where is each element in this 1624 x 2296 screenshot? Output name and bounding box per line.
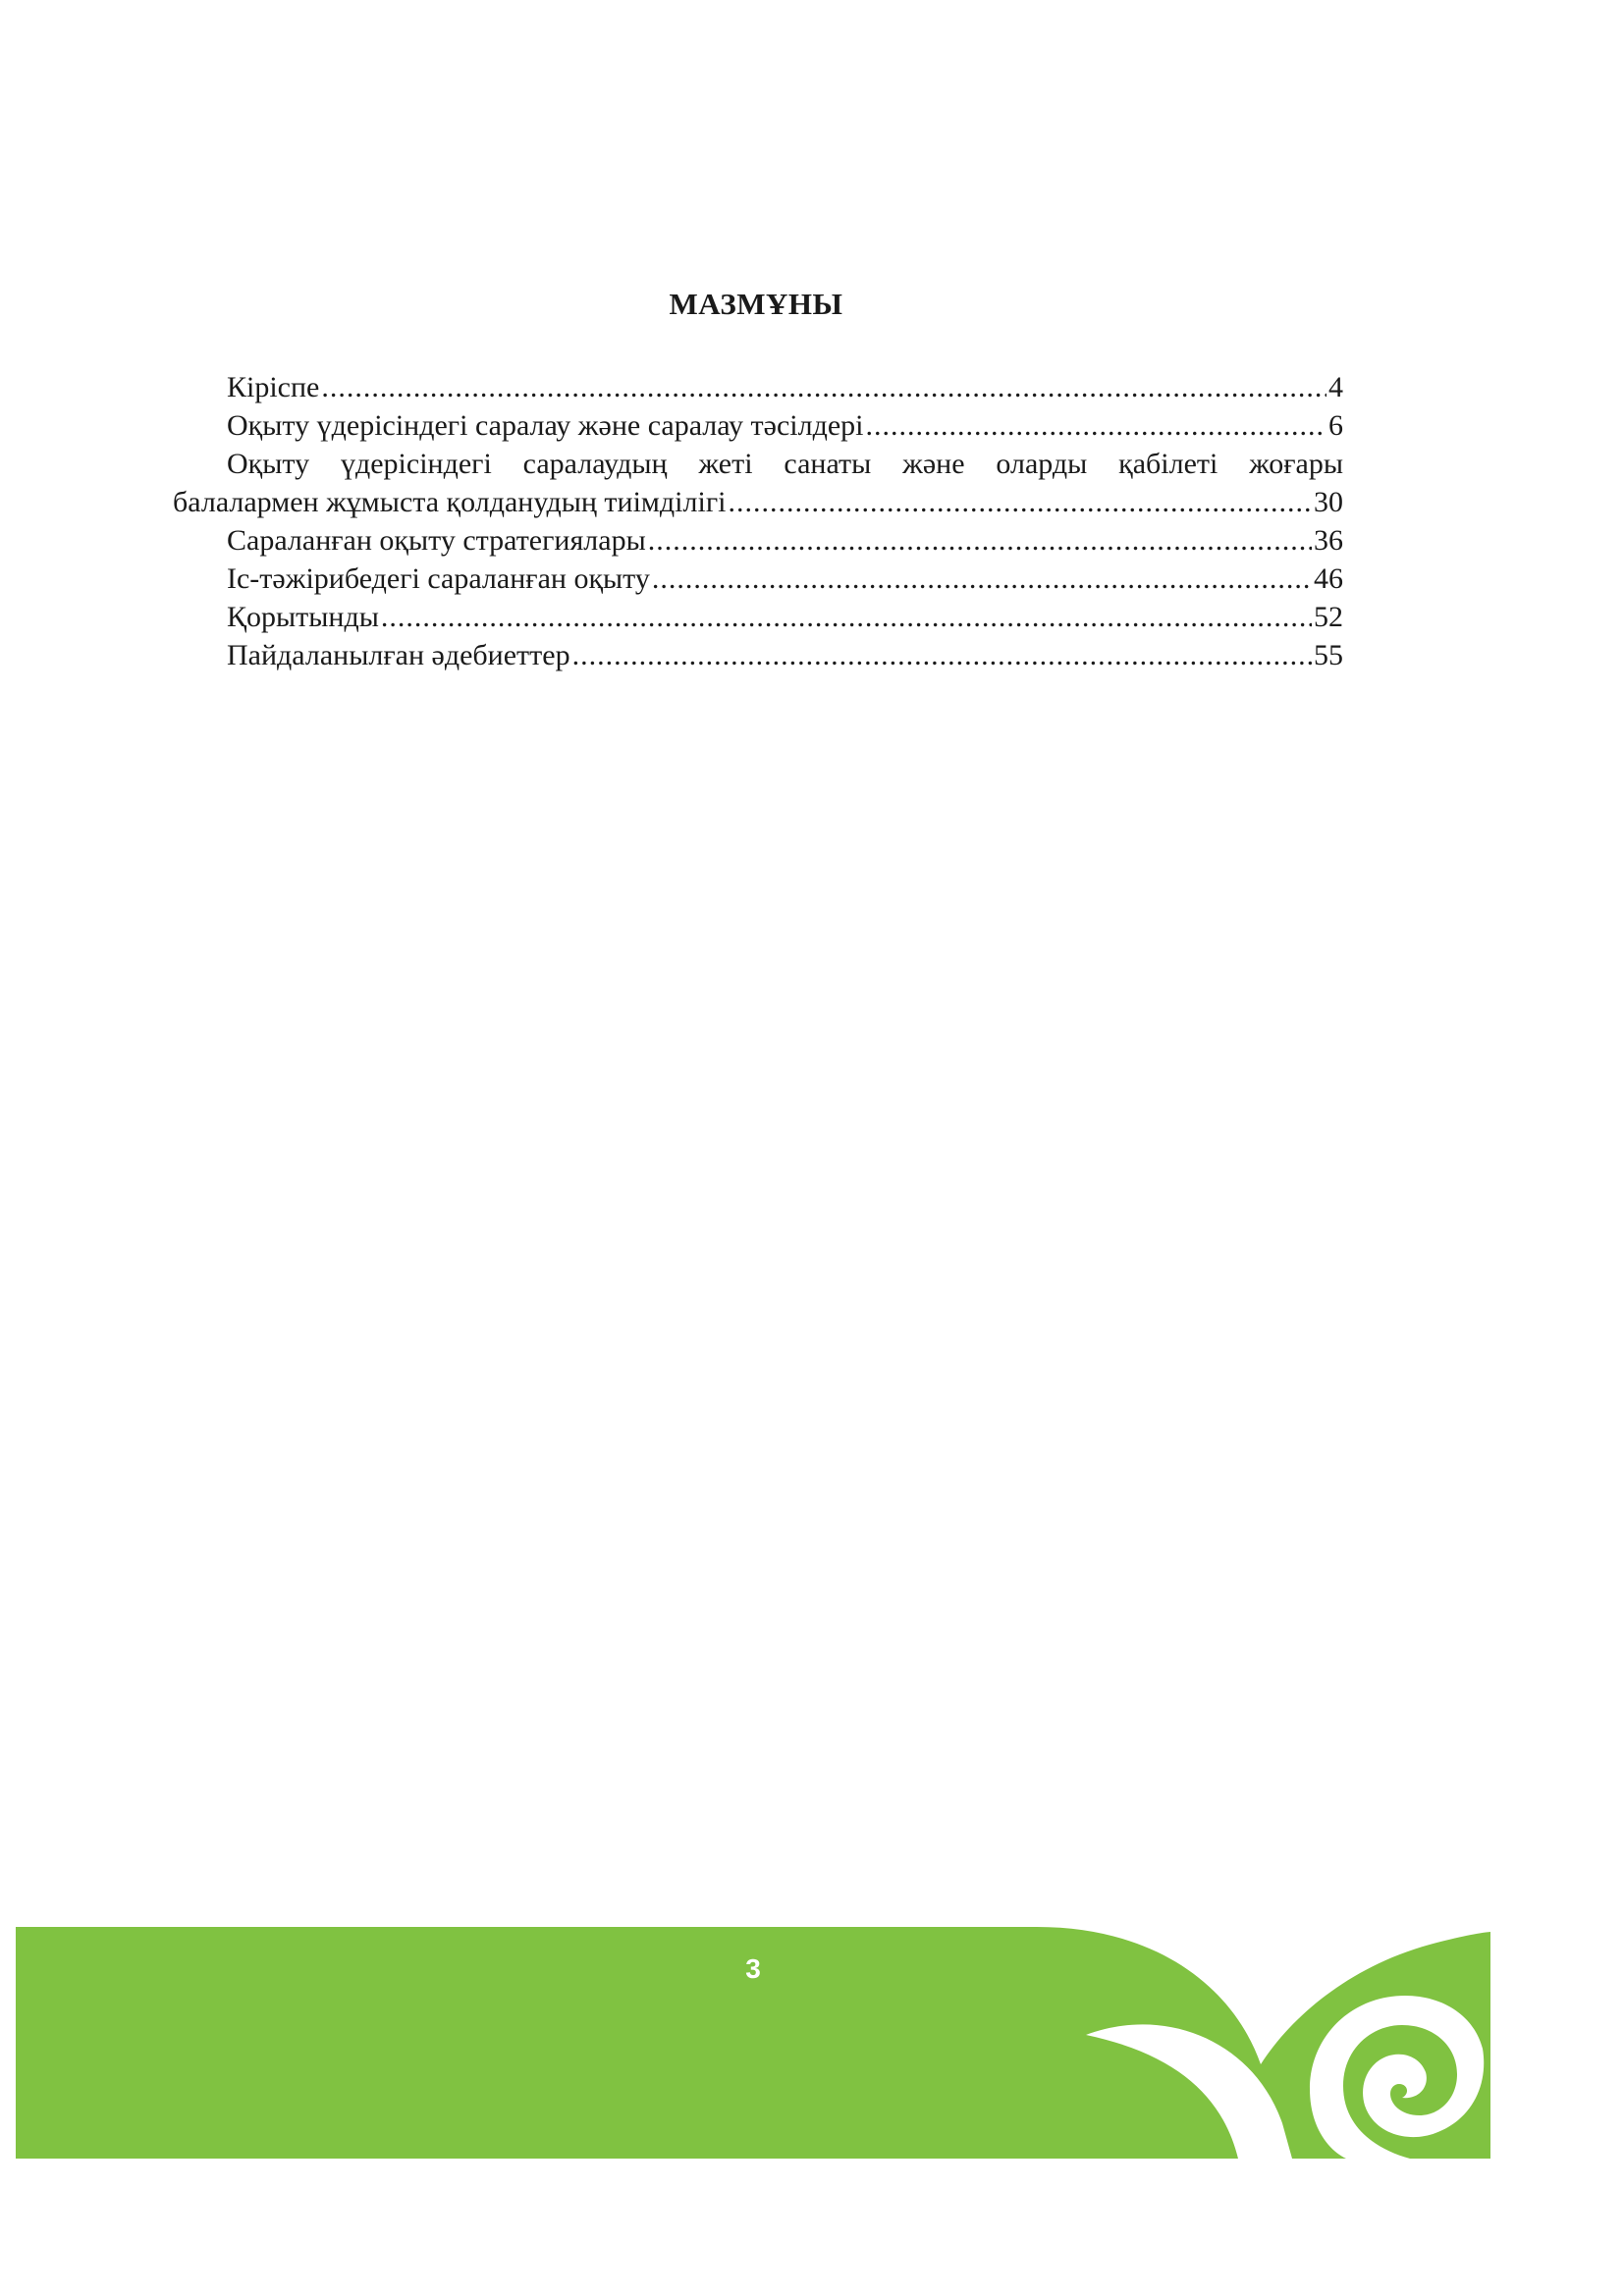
toc-entry-label: Сараланған оқыту стратегиялары [227, 524, 646, 557]
toc-entry-label: Кіріспе [227, 371, 320, 403]
toc-entry-label: Оқыту үдерісіндегі саралау және саралау тәсілдері [227, 409, 864, 442]
toc-entry-page: 4 [1328, 371, 1343, 403]
toc-leader-dots [652, 560, 1312, 598]
toc-entry-practice[interactable] [173, 560, 1343, 598]
toc-entry-label-line2: балалармен жұмыста қолданудың тиімділігі [173, 486, 727, 518]
page-number: 3 [745, 1953, 761, 1984]
toc-leader-dots [648, 521, 1312, 560]
toc-entry-seven-categories[interactable] [173, 445, 1343, 521]
toc-title: МАЗМҰНЫ [669, 287, 843, 321]
toc-entry-differentiation-methods[interactable] [173, 406, 1343, 445]
toc-entry-page: 30 [1314, 486, 1343, 518]
toc-leader-dots [866, 406, 1326, 445]
toc-entry-references[interactable] [173, 636, 1343, 674]
toc-entry-label: Іс-тәжірибедегі сараланған оқыту [227, 562, 650, 595]
toc-leader-dots [572, 636, 1312, 674]
toc-entry-page: 46 [1314, 562, 1343, 595]
toc-leader-dots [728, 483, 1312, 521]
toc-leader-dots [381, 598, 1312, 636]
toc-entry-page: 55 [1314, 639, 1343, 671]
toc-leader-dots [321, 368, 1326, 406]
toc-entry-label: Пайдаланылған әдебиеттер [227, 639, 570, 671]
toc-entry-introduction[interactable] [173, 368, 1343, 406]
toc-entry-page: 36 [1314, 524, 1343, 557]
toc-entry-label-line1: Оқыту үдерісіндегі саралаудың жеті санаты және оларды қабілеті жоғары [227, 448, 1343, 480]
toc-entry-conclusion[interactable] [173, 598, 1343, 636]
table-of-contents [173, 368, 1343, 674]
toc-entry-label: Қорытынды [227, 601, 379, 633]
toc-entry-strategies[interactable] [173, 521, 1343, 560]
toc-entry-page: 52 [1314, 601, 1343, 633]
toc-entry-page: 6 [1328, 409, 1343, 442]
